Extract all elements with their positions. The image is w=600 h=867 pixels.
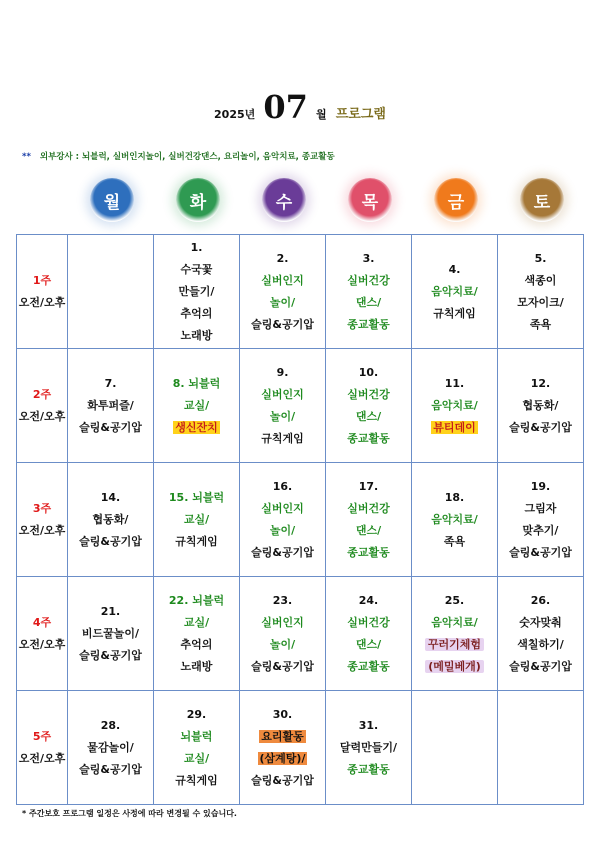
day-circle-3: 목 [348, 178, 392, 222]
activity-text: 31. [358, 718, 379, 732]
activity-text: 슬링&공기압 [79, 762, 142, 776]
activity-line [68, 531, 153, 553]
activity-line [68, 601, 153, 623]
activity-line [154, 634, 239, 656]
activity-line [68, 623, 153, 645]
activity-text: 색종이 [524, 273, 557, 287]
activity-text: 23. [272, 593, 293, 607]
activity-line [326, 612, 411, 634]
activity-text: 12. [530, 376, 551, 390]
activity-line [154, 726, 239, 748]
activity-text: 족욕 [529, 317, 552, 331]
activity-text: 댄스/ [355, 295, 382, 309]
title-month: 07 [263, 88, 308, 126]
activity-line [68, 417, 153, 439]
week-number: 3주 [32, 501, 52, 515]
day-cell [68, 463, 154, 577]
day-circle-2: 수 [262, 178, 306, 222]
activity-line [498, 395, 583, 417]
activity-text: 슬링&공기압 [79, 420, 142, 434]
am-pm-label: 오전/오후 [18, 637, 66, 651]
activity-text: 만들기/ [178, 284, 215, 298]
activity-text: (메밀베개) [425, 660, 484, 673]
activity-text: 종교활동 [347, 659, 390, 673]
weekday-header [68, 172, 588, 228]
activity-line [412, 373, 497, 395]
activity-line [412, 303, 497, 325]
activity-line [498, 292, 583, 314]
activity-line [412, 656, 497, 678]
activity-line [412, 612, 497, 634]
activity-line [240, 292, 325, 314]
activity-text: 슬링&공기압 [79, 534, 142, 548]
activity-line [498, 248, 583, 270]
activity-text: 음악치료/ [431, 398, 478, 412]
week-number: 1주 [32, 273, 52, 287]
activity-line [412, 590, 497, 612]
activity-text: 수국꽃 [180, 262, 213, 276]
activity-line [326, 656, 411, 678]
activity-text: 규칙게임 [433, 306, 476, 320]
day-cell [326, 235, 412, 349]
activity-line [326, 520, 411, 542]
activity-line [498, 590, 583, 612]
activity-line [326, 759, 411, 781]
activity-text: 그림자 [524, 501, 557, 515]
activity-text: 놀이/ [269, 409, 296, 423]
activity-text: 1. [190, 240, 203, 254]
activity-text: 슬링&공기압 [509, 659, 572, 673]
day-cell [498, 463, 584, 577]
day-cell [240, 691, 326, 805]
day-cell [412, 577, 498, 691]
activity-line [498, 270, 583, 292]
activity-text: 슬링&공기압 [79, 648, 142, 662]
activity-text: 18. [444, 490, 465, 504]
activity-line [240, 656, 325, 678]
day-cell [240, 349, 326, 463]
activity-line [326, 590, 411, 612]
activity-line [68, 509, 153, 531]
activity-line [498, 498, 583, 520]
activity-line [154, 590, 239, 612]
activity-text: 슬링&공기압 [251, 773, 314, 787]
activity-text: 색칠하기/ [517, 637, 564, 651]
title-year: 2025년 [214, 108, 256, 121]
day-cell [498, 577, 584, 691]
week-row [17, 577, 584, 691]
day-cell [498, 349, 584, 463]
activity-line [412, 395, 497, 417]
activity-line [240, 704, 325, 726]
activity-text: 실버건강 [347, 273, 390, 287]
activity-text: 슬링&공기압 [509, 545, 572, 559]
activity-text: 노래방 [180, 328, 213, 342]
activity-line [154, 770, 239, 792]
week-label-cell [17, 235, 68, 349]
activity-text: 30. [272, 707, 293, 721]
footnote: * 주간보호 프로그램 일정은 사정에 따라 변경될 수 있습니다. [22, 809, 237, 818]
activity-text: 5. [534, 251, 547, 265]
activity-text: 규칙게임 [175, 773, 218, 787]
activity-line [68, 715, 153, 737]
activity-line [68, 737, 153, 759]
activity-text: 실버건강 [347, 501, 390, 515]
activity-text: 21. [100, 604, 121, 618]
activity-text: 비드꿀놀이/ [81, 626, 140, 640]
activity-text: 규칙게임 [175, 534, 218, 548]
activity-line [498, 476, 583, 498]
activity-text: 19. [530, 479, 551, 493]
am-pm-label: 오전/오후 [18, 751, 66, 765]
activity-text: 슬링&공기압 [251, 545, 314, 559]
day-cell [154, 691, 240, 805]
activity-text: 3. [362, 251, 375, 265]
day-cell [326, 577, 412, 691]
day-circle-5: 토 [520, 178, 564, 222]
activity-line [326, 384, 411, 406]
activity-text: 8. 뇌블럭 [172, 376, 221, 390]
activity-line [326, 314, 411, 336]
activity-text: 모자이크/ [517, 295, 564, 309]
activity-line [154, 259, 239, 281]
activity-text: 15. 뇌블럭 [168, 490, 225, 504]
activity-line [154, 656, 239, 678]
day-cell [412, 463, 498, 577]
activity-text: 실버건강 [347, 387, 390, 401]
activity-line [412, 509, 497, 531]
activity-line [68, 487, 153, 509]
day-cell [68, 235, 154, 349]
activity-line [326, 428, 411, 450]
day-cell [326, 463, 412, 577]
day-cell [326, 691, 412, 805]
week-row [17, 349, 584, 463]
day-cell [412, 349, 498, 463]
activity-text: 14. [100, 490, 121, 504]
activity-line [240, 498, 325, 520]
activity-line [240, 248, 325, 270]
external-teachers-note [22, 150, 335, 162]
activity-text: 실버인지 [261, 501, 304, 515]
activity-line [498, 417, 583, 439]
activity-text: 추억의 [180, 306, 213, 320]
activity-text: 슬링&공기압 [251, 317, 314, 331]
activity-text: 2. [276, 251, 289, 265]
activity-text: 추억의 [180, 637, 213, 651]
activity-line [498, 542, 583, 564]
activity-line [498, 656, 583, 678]
activity-line [240, 314, 325, 336]
activity-line [240, 476, 325, 498]
title-month-suffix: 월 [316, 108, 327, 121]
activity-line [412, 417, 497, 439]
activity-text: 맞추기/ [522, 523, 559, 537]
week-number: 2주 [32, 387, 52, 401]
activity-line [68, 395, 153, 417]
activity-line [240, 726, 325, 748]
activity-text: 실버건강 [347, 615, 390, 629]
activity-text: 종교활동 [347, 317, 390, 331]
day-circle-0: 월 [90, 178, 134, 222]
activity-line [240, 520, 325, 542]
activity-line [154, 531, 239, 553]
activity-line [154, 395, 239, 417]
activity-line [240, 748, 325, 770]
day-cell [326, 349, 412, 463]
week-row [17, 691, 584, 805]
day-cell [240, 235, 326, 349]
activity-text: 슬링&공기압 [509, 420, 572, 434]
week-label-cell [17, 349, 68, 463]
activity-line [240, 770, 325, 792]
activity-line [498, 520, 583, 542]
activity-text: 놀이/ [269, 637, 296, 651]
activity-line [154, 303, 239, 325]
day-cell [240, 577, 326, 691]
activity-text: 화투퍼즐/ [87, 398, 134, 412]
activity-text: 생신잔치 [175, 420, 218, 434]
activity-text: 9. [276, 365, 289, 379]
activity-line [154, 748, 239, 770]
week-label-cell [17, 691, 68, 805]
activity-line [412, 531, 497, 553]
activity-line [240, 384, 325, 406]
activity-line [154, 704, 239, 726]
activity-text: 노래방 [180, 659, 213, 673]
activity-line [326, 248, 411, 270]
activity-line [326, 476, 411, 498]
activity-line [326, 406, 411, 428]
activity-text: 종교활동 [347, 545, 390, 559]
activity-text: 뷰티데이 [433, 420, 476, 434]
am-pm-label: 오전/오후 [18, 295, 66, 309]
activity-text: 22. 뇌블럭 [168, 593, 225, 607]
activity-text: 달력만들기/ [339, 740, 398, 754]
activity-line [240, 590, 325, 612]
activity-text: 24. [358, 593, 379, 607]
activity-line [412, 281, 497, 303]
activity-text: 10. [358, 365, 379, 379]
activity-text: 25. [444, 593, 465, 607]
activity-text: 4. [448, 262, 461, 276]
activity-text: (삼계탕)/ [259, 751, 306, 765]
activity-line [154, 281, 239, 303]
activity-line [326, 270, 411, 292]
day-cell [412, 691, 498, 805]
week-number: 4주 [32, 615, 52, 629]
activity-text: 교실/ [183, 512, 210, 526]
activity-text: 실버인지 [261, 387, 304, 401]
day-cell [68, 349, 154, 463]
activity-text: 28. [100, 718, 121, 732]
activity-line [154, 417, 239, 439]
activity-line [68, 645, 153, 667]
activity-text: 16. [272, 479, 293, 493]
title-program: 프로그램 [335, 107, 386, 122]
activity-text: 꾸러기체험 [425, 638, 484, 651]
activity-text: 협동화/ [522, 398, 559, 412]
external-teachers-text: 외부강사 : 뇌블럭, 실버인지놀이, 실버건강댄스, 요리놀이, 음악치료, 종교활동 [39, 152, 335, 162]
day-cell [498, 235, 584, 349]
activity-line [154, 237, 239, 259]
activity-line [498, 314, 583, 336]
activity-line [498, 612, 583, 634]
day-cell [498, 691, 584, 805]
activity-text: 댄스/ [355, 637, 382, 651]
activity-line [326, 634, 411, 656]
activity-line [326, 292, 411, 314]
activity-line [326, 715, 411, 737]
activity-line [240, 612, 325, 634]
activity-line [68, 373, 153, 395]
activity-line [240, 270, 325, 292]
activity-text: 뇌블럭 [180, 729, 213, 743]
activity-line [240, 542, 325, 564]
am-pm-label: 오전/오후 [18, 409, 66, 423]
activity-text: 협동화/ [92, 512, 129, 526]
activity-line [154, 373, 239, 395]
activity-text: 종교활동 [347, 762, 390, 776]
day-cell [68, 691, 154, 805]
week-row [17, 463, 584, 577]
activity-text: 교실/ [183, 398, 210, 412]
activity-text: 17. [358, 479, 379, 493]
day-circle-1: 화 [176, 178, 220, 222]
activity-text: 놀이/ [269, 295, 296, 309]
week-label-cell [17, 463, 68, 577]
day-cell [412, 235, 498, 349]
activity-text: 26. [530, 593, 551, 607]
activity-text: 음악치료/ [431, 284, 478, 298]
activity-text: 숫자맞춰 [519, 615, 562, 629]
activity-line [240, 428, 325, 450]
activity-text: 실버인지 [261, 273, 304, 287]
activity-text: 댄스/ [355, 409, 382, 423]
week-label-cell [17, 577, 68, 691]
activity-line [498, 373, 583, 395]
activity-line [412, 634, 497, 656]
activity-text: 음악치료/ [431, 615, 478, 629]
activity-line [412, 487, 497, 509]
day-cell [154, 463, 240, 577]
activity-line [240, 634, 325, 656]
activity-text: 놀이/ [269, 523, 296, 537]
day-cell [154, 577, 240, 691]
activity-text: 물감놀이/ [87, 740, 134, 754]
activity-line [154, 509, 239, 531]
schedule-table [16, 234, 584, 805]
activity-line [240, 362, 325, 384]
activity-text: 슬링&공기압 [251, 659, 314, 673]
activity-line [154, 325, 239, 347]
activity-line [412, 259, 497, 281]
day-circle-4: 금 [434, 178, 478, 222]
activity-line [240, 406, 325, 428]
activity-text: 29. [186, 707, 207, 721]
activity-text: 댄스/ [355, 523, 382, 537]
activity-line [326, 542, 411, 564]
activity-text: 종교활동 [347, 431, 390, 445]
activity-line [498, 634, 583, 656]
activity-line [154, 612, 239, 634]
day-cell [68, 577, 154, 691]
note-bullet: ** [22, 152, 31, 162]
activity-line [326, 362, 411, 384]
activity-line [326, 498, 411, 520]
activity-text: 7. [104, 376, 117, 390]
activity-text: 실버인지 [261, 615, 304, 629]
day-cell [154, 349, 240, 463]
activity-text: 교실/ [183, 615, 210, 629]
activity-text: 음악치료/ [431, 512, 478, 526]
week-row [17, 235, 584, 349]
activity-text: 요리활동 [261, 729, 304, 743]
activity-text: 족욕 [443, 534, 466, 548]
day-cell [240, 463, 326, 577]
activity-line [326, 737, 411, 759]
activity-text: 11. [444, 376, 465, 390]
activity-text: 규칙게임 [261, 431, 304, 445]
activity-line [154, 487, 239, 509]
am-pm-label: 오전/오후 [18, 523, 66, 537]
activity-text: 교실/ [183, 751, 210, 765]
day-cell [154, 235, 240, 349]
week-number: 5주 [32, 729, 52, 743]
page-title [0, 88, 600, 126]
activity-line [68, 759, 153, 781]
